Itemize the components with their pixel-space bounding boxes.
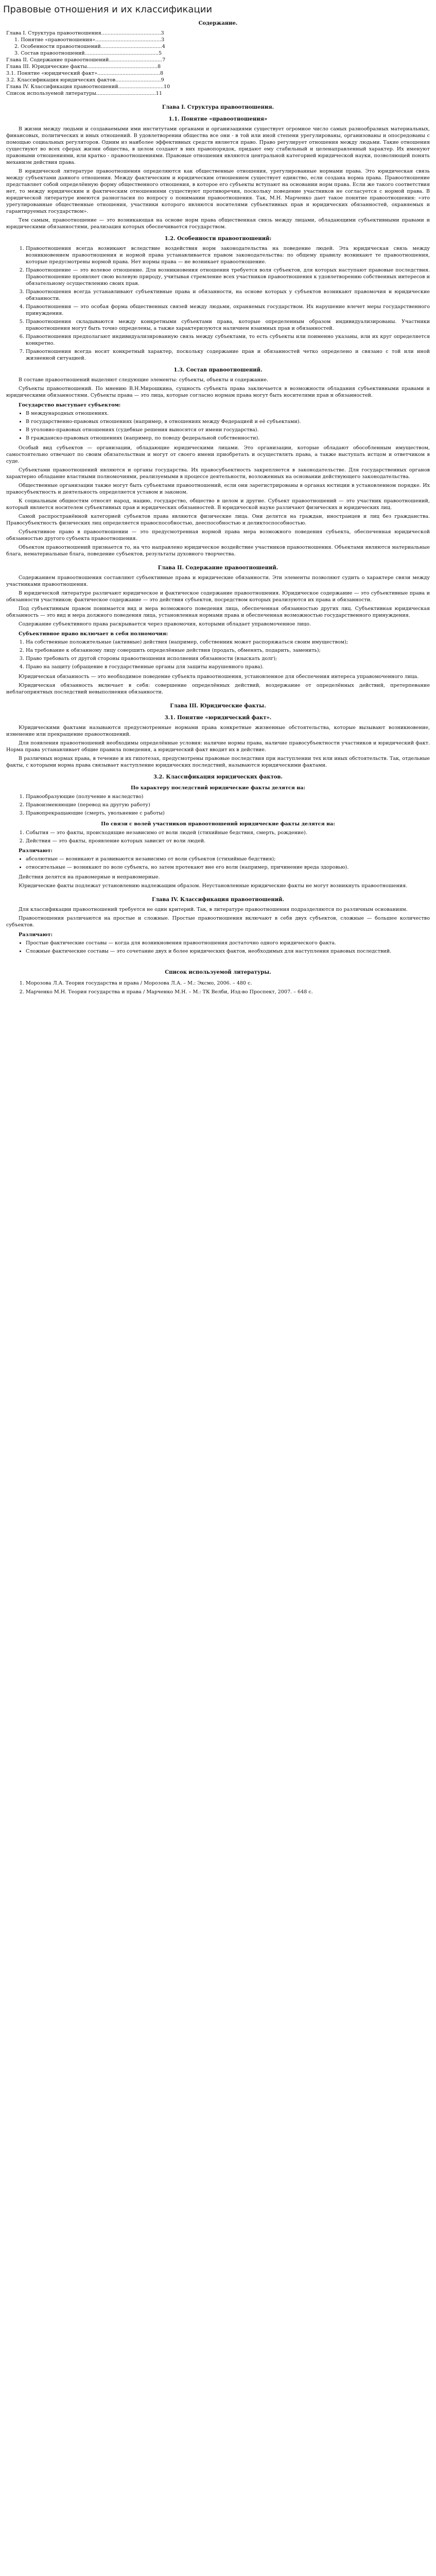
paragraph: Субъектами правоотношений являются и органы государства. Их правосубъектность закрепляется в законодательстве. Для государственных органов характерно обладание властными полномочиями, реализуемыми в процессе деятельности, возложенных на основании действующего законодательства. (6, 467, 430, 480)
paragraph: В юридической литературе правоотношения определяются как общественные отношения, урегулированные нормами права. Это юридическая связь между субъектами данного отношения. Между фактическим и юридическим отношением существует единство, если создана норма права. Правоотношение представляет собой определённую форму общественного отношения, в которое его субъекты вступают на основании норм права. Если же такого соответствия нет, то между юридическим и фактическим отношениями существуют противоречия, поскольку поведение участников не согласуется с нормой права. В юридической литературе имеются разногласия по вопросу о понимании правоотношения. Так, М.Н. Марченко дает такое понятие правоотношения: «это урегулированные общественные отношения, участники которого являются носителями субъективных прав и юридических обязанностей, охраняемых и гарантируемых государством». (6, 168, 430, 214)
list-item: • относительные — возникают по воле субъекта, но затем протекают вне его воли (например, причинение вреда здоровью). (26, 864, 430, 871)
list-lead: Государство выступает субъектом: (19, 402, 121, 408)
paragraph: Под субъективным правом понимается вид и мера возможного поведения лица, обеспеченная обязанностью других лиц. Субъективная юридическая обязанность — это вид и мера должного поведения лица, установленная нормами права и обеспеченная возможностью государственного принуждения. (6, 606, 430, 618)
paragraph: К социальным общностям относят народ, нацию, государство, общество в целом и другие. Субъект правоотношений — это участник правоотношений, который является носителем субъективных прав и юридических обязанностей. В юридической науке различают физических и юридических лиц. (6, 498, 430, 511)
paragraph: Субъекты правоотношений. По мнению В.Н.Мирошкина, сущность субъекта права заключается в возможности обладания субъективными правами и юридическими обязанностями. Субъекты права — это лица, которые согласно нормам права могут быть носителями прав и обязанностей. (6, 386, 430, 398)
chapter-3 (6, 703, 430, 889)
state-subject-list (6, 410, 430, 442)
list-item: 2. Действия — это факты, проявление которых зависит от воли людей. (26, 838, 430, 844)
toc-item[interactable]: 3.2. Классификация юридических фактов.............................9 (6, 77, 164, 83)
list-item: 5. Правоотношения складываются между конкретными субъектами права, которые определенным образом индивидуализированы. Участники правоотношения могут быть точно определены, а также характеризуются наличием взаимных прав и обязанностей. (26, 318, 430, 332)
chapter-title: Глава II. Содержание правоотношений. (158, 565, 278, 571)
paragraph: Для классификации правоотношений требуется не один критерий. Так, в литературе правоотношения подразделяются по различным основаниям. (19, 907, 408, 912)
document-body (0, 20, 436, 995)
chapter-title: Глава III. Юридические факты. (170, 703, 266, 709)
list-lead: Различают: (19, 848, 53, 854)
paragraph: Правоотношения различаются на простые и сложные. Простые правоотношения включают в себя двух субъектов, сложные — большее количество субъектов. (6, 916, 430, 928)
paragraph: Юридическая обязанность — это необходимое поведение субъекта правоотношения, установленное для обеспечения интереса управомоченного лица. (19, 674, 419, 680)
chapter-1 (6, 104, 430, 557)
list-item: 4. Право на защиту (обращение в государственные органы для защиты нарушенного права). (26, 664, 430, 670)
list-item: 3. Правопрекращающие (смерть, увольнение с работы) (26, 810, 430, 817)
bibliography (6, 969, 430, 995)
list-item: • В международных отношениях. (26, 410, 430, 417)
paragraph: Содержание субъективного права раскрывается через правомочия, которыми обладает управомоченное лицо. (19, 621, 311, 627)
list-item: 3. Право требовать от другой стороны правоотношения исполнения обязанности (взыскать долг); (26, 655, 430, 662)
table-of-contents (6, 20, 430, 97)
rights-list (6, 639, 430, 670)
chapter-title: Глава I. Структура правоотношения. (162, 105, 274, 110)
list-item: 1. События — это факты, происходящие независимо от воли людей (стихийные бедствия, смерть, рождение). (26, 829, 430, 836)
list-item: • В государственно-правовых отношениях (например, в отношениях между Федерацией и её субъектами). (26, 418, 430, 425)
toc-item[interactable]: Глава I. Структура правоотношения......................................3 (6, 30, 164, 36)
consequence-list (6, 793, 430, 817)
bibliography-item: 1. Морозова Л.А. Теория государства и права / Морозова Л.А. – М.: Эксмо, 2006. – 480 с. (26, 980, 430, 987)
toc-item[interactable]: 3.1. Понятие «юридический факт»........................................8 (6, 71, 164, 76)
list-lead: Субъективное право включает в себя полномочия: (19, 631, 168, 637)
paragraph: Объектом правоотношений признается то, на что направлено юридическое воздействие участников правоотношения. Объектами являются материальные блага, нематериальные блага, поведение субъектов, результаты духовного творчества. (6, 545, 430, 557)
paragraph: В составе правоотношений выделяют следующие элементы: субъекты, объекты и содержание. (19, 377, 269, 383)
paragraph: Для появления правоотношений необходимы определённые условия: наличие нормы права, наличие правосубъектности участников и юридический факт. Норма права устанавливает общие правила поведения, а юридический факт вводит их в действие. (6, 740, 430, 753)
list-item: 2. Правоизменяющие (перевод на другую работу) (26, 802, 430, 808)
paragraph: Действия делятся на правомерные и неправомерные. (19, 874, 160, 880)
toc-list (6, 30, 430, 97)
paragraph: Субъективное право в правоотношении — это предусмотренная нормой права мера возможного поведения субъекта, обеспеченная юридической обязанностью другого субъекта правоотношения. (6, 529, 430, 541)
toc-item[interactable]: Глава III. Юридические факты.............................................8 (6, 64, 161, 70)
paragraph: В жизни между людьми и создаваемыми ими институтами органами и организациями существует огромное число самых разнообразных материальных, финансовых, политических и иных отношений. В удовлетворении общества все они - в той или иной степени урегулированы, организованы и опосредованы с помощью социальных регуляторов. Одним из наиболее эффективных средств является право. Право регулирует отношения между людьми. Такие отношения существуют во всех сферах жизни общества, в целом создают в них правопорядок, придают ему стабильный и целенаправленный характер. Их именуют правовыми отношениями, или кратко - правоотношениями. Правовые отношения являются центральной категорией юридической науки, позволяющей понять механизм действия права. (6, 126, 430, 165)
toc-heading: Содержание. (198, 21, 238, 26)
toc-item[interactable]: Глава II. Содержание правоотношений..................................7 (6, 57, 166, 63)
paragraph: Юридическая обязанность включает в себя: совершение определённых действий, воздержание от определённых действий, претерпевание неблагоприятных последствий невыполнения обязанности. (6, 683, 430, 695)
composition-list (6, 940, 430, 955)
list-item: 1. Правоотношения всегда возникают вследствие воздействия норм законодательства на поведение людей. Эта юридическая связь между возникновением правоотношения и нормой права устанавливается правом законодательства: по общему правилу возникают те правоотношения, которые предусмотрены нормой права. Нет нормы права — не возникает правоотношение. (26, 245, 430, 265)
paragraph: В различных нормах права, в течение и их гипотезах, предусмотрены правовые последствия при наступлении тех или иных обстоятельств. Так, отдельные факты, с которыми норма права связывает наступление юридических последствий, называются юридическими фактами. (6, 756, 430, 768)
chapter-title: Глава IV. Классификация правоотношений. (151, 897, 285, 903)
list-item: • Сложные фактические составы — это сочетание двух и более юридических фактов, необходимых для наступления правовых последствий. (26, 948, 430, 955)
chapter-4 (6, 896, 430, 955)
bibliography-title: Список используемой литературы. (165, 970, 271, 975)
features-list (6, 245, 430, 362)
toc-item[interactable]: 1. Понятие «правоотношения»..........................................3 (14, 37, 165, 43)
section-body (6, 126, 430, 230)
list-item: 1. Правообразующие (получение в наследство) (26, 793, 430, 800)
document-page (0, 0, 436, 995)
list-item: 6. Правоотношения предполагают индивидуализированную связь между субъектами, то есть субъекты или поименно указаны, или их круг определяется конкретно. (26, 333, 430, 347)
paragraph: В юридической литературе различают юридическое и фактическое содержание правоотношения. Юридическое содержание — это субъективные права и обязанности участников; фактическое содержание — это действия субъектов, посредством которых реализуются их права и обязанности. (6, 590, 430, 603)
list-item: • абсолютные — возникают и развиваются независимо от воли субъектов (стихийные бедствия); (26, 856, 430, 862)
list-lead: Различают: (19, 932, 53, 938)
section-title: 1.3. Состав правоотношений. (173, 367, 263, 373)
paragraph: Содержанием правоотношения составляют субъективные права и юридические обязанности. Эти элементы позволяют судить о характере связи между участниками правоотношения. (6, 575, 430, 587)
page-title: Правовые отношения и их классификации (3, 4, 213, 15)
toc-item[interactable]: 3. Состав правоотношений...............................................5 (14, 50, 162, 56)
paragraph: Особый вид субъектов — организации, обладающие юридическими лицами. Это организации, которые обладают обособленным имуществом, самостоятельно отвечают по своим обязательствам и могут от своего имени приобретать и осуществлять права, а также выступать истцом и ответчиком в суде. (6, 445, 430, 464)
section-title: 1.1. Понятие «правоотношения» (168, 116, 268, 122)
paragraph: Юридические факты подлежат установлению надлежащим образом. Неустановленные юридические факты не могут возникнуть правоотношения. (19, 883, 408, 889)
toc-item[interactable]: Список используемой литературы......................................11 (6, 91, 162, 96)
list-item: 4. Правоотношения — это особая форма общественных связей между людьми, охраняемых государством. Их нарушение влечет меры государственного принуждения. (26, 303, 430, 317)
list-item: 2. Правоотношение — это волевое отношение. Для возникновения отношения требуется воля субъектов, для которых наступают правовые последствия. Правоотношение проявляет свою волевую природу, учитывая стремление всех участников правоотношения к удовлетворению собственных интересов и обязательному осуществлению своих прав. (26, 267, 430, 287)
list-item: 7. Правоотношения всегда носят конкретный характер, поскольку содержание прав и обязанностей четко определено и связано с той или иной жизненной ситуацией. (26, 348, 430, 362)
list-item: 2. На требование к обязанному лицу совершить определённые действия (продать, обменять, подарить, заменить); (26, 647, 430, 654)
list-item: 1. На собственные положительные (активные) действия (например, собственник может распоряжаться своим имуществом); (26, 639, 430, 646)
chapter-2 (6, 565, 430, 696)
paragraph: Общественные организации также могут быть субъектами правоотношений, если они зарегистрированы в органах юстиции в установленном порядке. Их правосубъектность и деятельность определяется уставом и законом. (6, 483, 430, 495)
volition-list (6, 829, 430, 844)
section-title: 1.2. Особенности правоотношений: (164, 236, 272, 242)
subsection-heading: По характеру последствий юридические факты делятся на: (130, 785, 306, 791)
list-item: • В гражданско-правовых отношениях (например, по поводу федеральной собственности). (26, 435, 430, 442)
section-title: 3.1. Понятие «юридический факт». (164, 715, 272, 721)
paragraph: Юридическими фактами называются предусмотренные нормами права конкретные жизненные обстоятельства, которые вызывают возникновение, изменение или прекращение правоотношений. (6, 725, 430, 737)
event-types-list (6, 856, 430, 871)
list-item: • Простые фактические составы — когда для возникновения правоотношения достаточно одного юридического факта. (26, 940, 430, 946)
list-item: • В уголовно-правовых отношениях (судебные решения выносятся от имени государства). (26, 427, 430, 433)
list-item: 3. Правоотношения всегда устанавливают субъективные права и обязанности, на основе которых у субъектов возникают правомочия и юридические обязанности. (26, 289, 430, 302)
section-title: 3.2. Классификация юридических фактов. (153, 774, 283, 780)
subsection-heading: По связи с волей участников правоотношений юридические факты делятся на: (101, 821, 335, 827)
toc-item[interactable]: Глава IV. Классификация правоотношений.............................10 (6, 84, 170, 90)
bibliography-item: 2. Марченко М.Н. Теория государства и права / Марченко М.Н. – М.: ТК Велби, Изд-во Проспект, 2007. – 648 с. (26, 989, 430, 995)
paragraph: Тем самым, правоотношение — это возникающая на основе норм права общественная связь между лицами, обладающими субъективными правами и юридическими обязанностями, реализация которых обеспечивается государством. (6, 217, 430, 230)
bibliography-list (6, 980, 430, 995)
toc-item[interactable]: 2. Особенности правоотношений.......................................4 (14, 44, 165, 49)
paragraph: Самой распространённой категорией субъектов права являются физические лица. Они делятся на граждан, иностранцев и лиц без гражданства. Правосубъектность физических лиц определяется правоспособностью, дееспособностью и деликтоспособностью. (6, 514, 430, 526)
